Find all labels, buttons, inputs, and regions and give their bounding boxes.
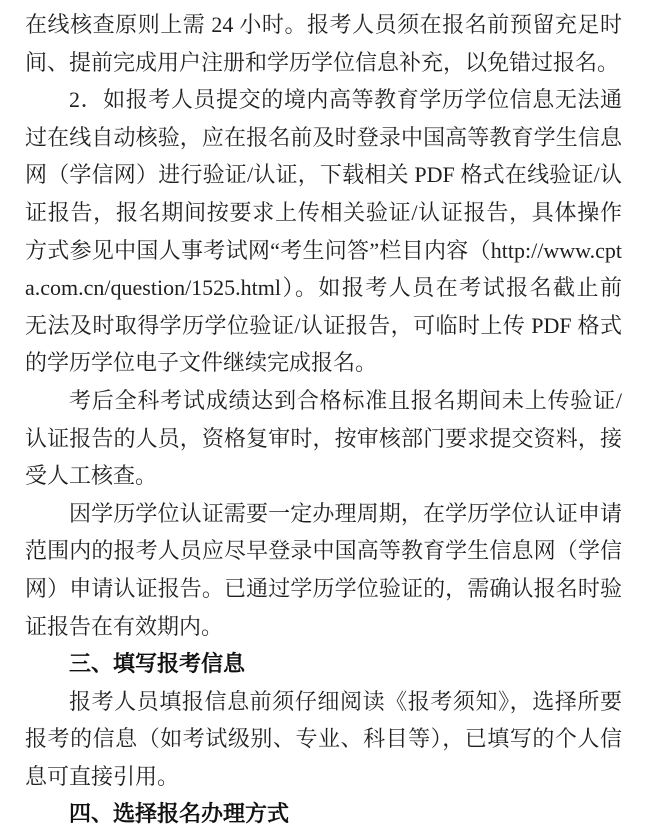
paragraph-continuation: 在线核查原则上需 24 小时。报考人员须在报名前预留充足时间、提前完成用户注册和学历学位信息补充，以免错过报名。 bbox=[25, 12, 622, 75]
paragraph: 因学历学位认证需要一定办理周期，在学历学位认证申请范围内的报考人员应尽早登录中国高等教育学生信息网（学信网）申请认证报告。已通过学历学位验证的，需确认报名时验证报告在有效期内。 bbox=[25, 500, 622, 639]
section-heading-3: 三、填写报考信息 bbox=[69, 651, 246, 677]
paragraph: 2．如报考人员提交的境内高等教育学历学位信息无法通过在线自动核验，应在报名前及时登录中国高等教育学生信息网（学信网）进行验证/认证，下载相关 PDF 格式在线验证/认证报告，报名期间按要求上传相关验证/认证报告，具体操作方式参见中国人事考试网“考生问答”栏目内容（http://www.cpta.com.cn/question/1525.html）。如报考人员在考试报名截止前无法及时取得学历学位验证/认证报告，可临时上传 PDF 格式的学历学位电子文件继续完成报名。 bbox=[25, 87, 622, 376]
paragraph: 报考人员填报信息前须仔细阅读《报考须知》，选择所要报考的信息（如考试级别、专业、科目等），已填写的个人信息可直接引用。 bbox=[25, 688, 622, 789]
section-heading-4: 四、选择报名办理方式 bbox=[69, 801, 290, 827]
paragraph: 考后全科考试成绩达到合格标准且报名期间未上传验证/认证报告的人员，资格复审时，按审核部门要求提交资料，接受人工核查。 bbox=[25, 387, 622, 489]
